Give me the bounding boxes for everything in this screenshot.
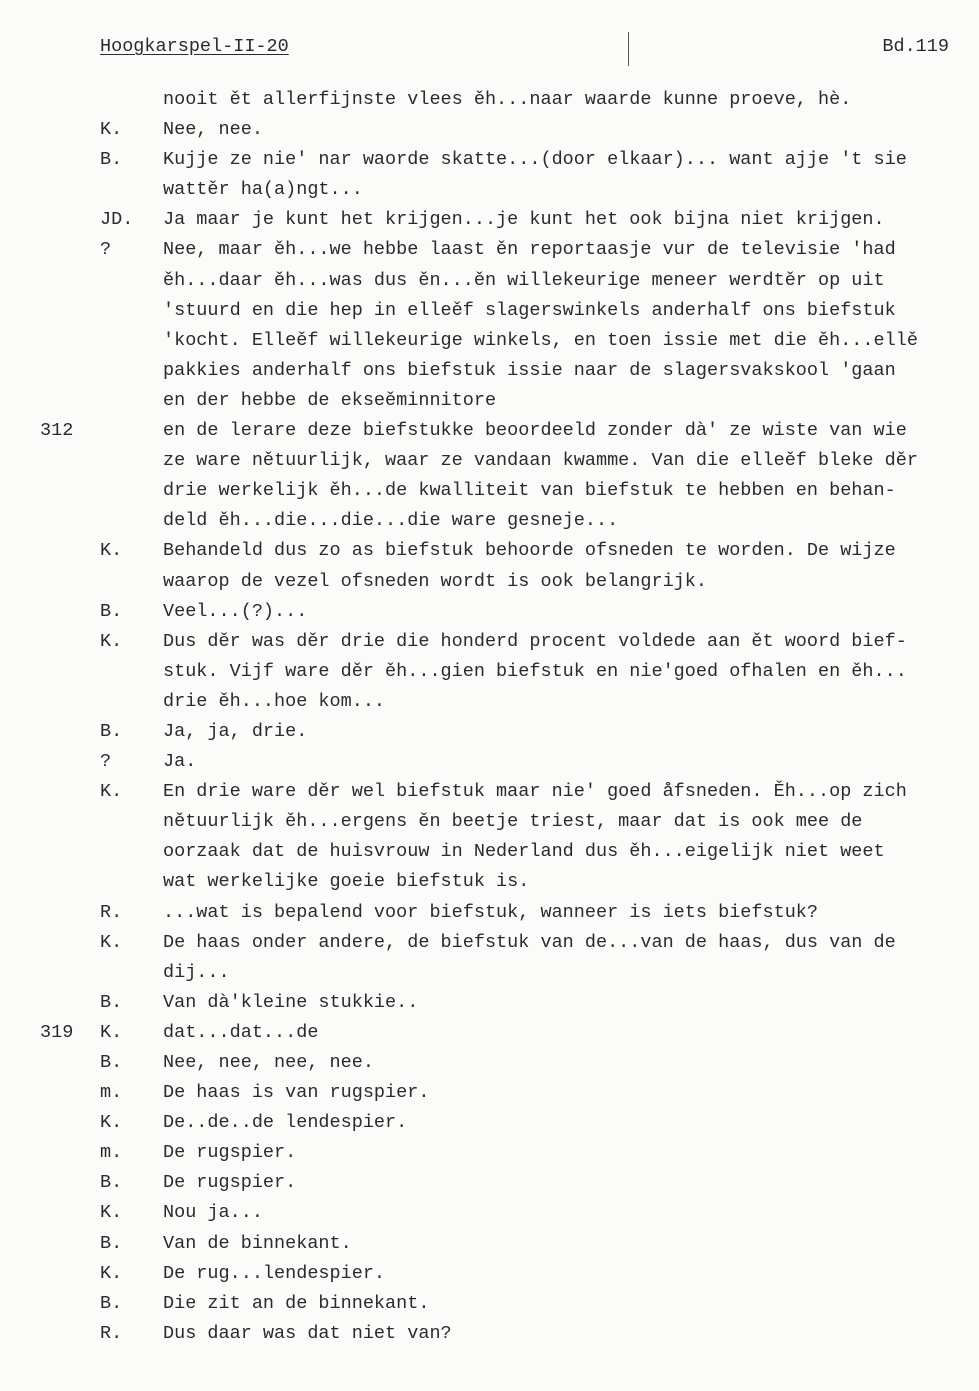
utterance-text: Veel...(?)... [163, 600, 308, 622]
transcript-line [0, 476, 979, 506]
utterance-text: wat werkelijke goeie biefstuk is. [163, 871, 530, 893]
transcript-line [0, 326, 979, 356]
speaker-label: K. [100, 1262, 123, 1284]
transcript-line [0, 1018, 979, 1048]
utterance-text: Ja maar je kunt het krijgen...je kunt het ook bijna niet krijgen. [163, 209, 885, 231]
utterance-text: Nee, nee. [163, 119, 263, 141]
speaker-label: K. [100, 119, 123, 141]
transcript-line [0, 446, 979, 476]
utterance-text: dat...dat...de [163, 1021, 319, 1043]
document-title: Hoogkarspel-II-20 [100, 36, 289, 57]
speaker-label: ? [100, 751, 112, 773]
utterance-text: 'stuurd en die hep in elleěf slagerswinkels anderhalf ons biefstuk [163, 299, 896, 321]
speaker-label: K. [100, 1202, 123, 1224]
speaker-label: B. [100, 991, 123, 1013]
transcript-line [0, 627, 979, 657]
margin-line-number: 312 [40, 420, 74, 442]
transcript-line [0, 1198, 979, 1228]
transcript-line [0, 115, 979, 145]
transcript-line [0, 747, 979, 777]
speaker-label: K. [100, 540, 123, 562]
speaker-label: K. [100, 781, 123, 803]
margin-line-number: 319 [40, 1021, 74, 1043]
transcript-line [0, 536, 979, 566]
utterance-text: Dus daar was dat niet van? [163, 1322, 452, 1344]
speaker-label: R. [100, 901, 123, 923]
transcript-line [0, 1289, 979, 1319]
utterance-text: ...wat is bepalend voor biefstuk, wanneer is iets biefstuk? [163, 901, 819, 923]
utterance-text: stuk. Vijf ware děr ěh...gien biefstuk en nie'goed ofhalen en ěh... [163, 660, 907, 682]
utterance-text: waarop de vezel ofsneden wordt is ook belangrijk. [163, 570, 707, 592]
transcript-line [0, 1078, 979, 1108]
utterance-text: 'kocht. Elleěf willekeurige winkels, en toen issie met die ěh...ellě [163, 329, 918, 351]
transcript-line [0, 717, 979, 747]
utterance-text: drie werkelijk ěh...de kwalliteit van biefstuk te hebben en behan- [163, 480, 896, 502]
speaker-label: B. [100, 1052, 123, 1073]
utterance-text: ěh...daar ěh...was dus ěn...ěn willekeurige meneer werdtěr op uit [163, 269, 885, 291]
transcript-line [0, 1048, 979, 1078]
transcript-line [0, 807, 979, 837]
transcript-line [0, 928, 979, 958]
speaker-label: m. [100, 1082, 123, 1104]
utterance-text: Kujje ze nie' nar waorde skatte...(door elkaar)... want ajje 't sie [163, 149, 907, 171]
transcript-line [0, 898, 979, 928]
utterance-text: oorzaak dat de huisvrouw in Nederland dus ěh...eigelijk niet weet [163, 841, 885, 863]
transcript-line [0, 175, 979, 205]
speaker-label: B. [100, 1232, 123, 1254]
speaker-label: R. [100, 1322, 123, 1344]
utterance-text: De rug...lendespier. [163, 1262, 386, 1284]
utterance-text: en de lerare deze biefstukke beoordeeld zonder dà' ze wiste van wie [163, 420, 907, 442]
transcript-line [0, 235, 979, 265]
transcript-line [0, 867, 979, 897]
transcript-line [0, 416, 979, 446]
transcript [0, 85, 979, 1349]
utterance-text: Nee, nee, nee, nee. [163, 1052, 374, 1073]
utterance-text: dij... [163, 961, 230, 983]
utterance-text: Van dà'kleine stukkie.. [163, 991, 419, 1013]
page-header [100, 36, 949, 62]
utterance-text: De rugspier. [163, 1142, 297, 1164]
utterance-text: nětuurlijk ěh...ergens ěn beetje triest, maar dat is ook mee de [163, 811, 863, 833]
speaker-label: B. [100, 720, 123, 742]
transcript-line [0, 1259, 979, 1289]
utterance-text: Nou ja... [163, 1202, 263, 1224]
transcript-line [0, 657, 979, 687]
transcript-line [0, 506, 979, 536]
transcript-line [0, 567, 979, 597]
speaker-label: JD. [100, 209, 134, 231]
utterance-text: deld ěh...die...die...die ware gesneje... [163, 510, 619, 532]
transcript-line [0, 296, 979, 326]
page-number: Bd.119 [882, 36, 949, 57]
utterance-text: ze ware nětuurlijk, waar ze vandaan kwamme. Van die elleěf bleke děr [163, 450, 918, 472]
transcript-line [0, 777, 979, 807]
utterance-text: De rugspier. [163, 1172, 297, 1194]
utterance-text: drie ěh...hoe kom... [163, 690, 386, 712]
transcript-line [0, 386, 979, 416]
transcript-line [0, 1229, 979, 1259]
utterance-text: wattěr ha(a)ngt... [163, 179, 363, 201]
transcript-line [0, 205, 979, 235]
transcript-line [0, 1108, 979, 1138]
utterance-text: De..de..de lendespier. [163, 1112, 408, 1134]
transcript-line [0, 837, 979, 867]
utterance-text: nooit ět allerfijnste vlees ěh...naar waarde kunne proeve, hè. [163, 89, 852, 110]
transcript-line [0, 266, 979, 296]
utterance-text: Ja, ja, drie. [163, 720, 308, 742]
utterance-text: pakkies anderhalf ons biefstuk issie naar de slagersvakskool 'gaan [163, 359, 896, 381]
transcript-line [0, 1168, 979, 1198]
transcript-line [0, 988, 979, 1018]
utterance-text: Van de binnekant. [163, 1232, 352, 1254]
utterance-text: en der hebbe de ekseěminnitore [163, 389, 497, 411]
speaker-label: B. [100, 600, 123, 622]
utterance-text: Nee, maar ěh...we hebbe laast ěn reportaasje vur de televisie 'had [163, 239, 896, 261]
utterance-text: Ja. [163, 751, 197, 773]
utterance-text: Dus děr was děr drie die honderd procent voldede aan ět woord bief- [163, 630, 907, 652]
speaker-label: K. [100, 1112, 123, 1134]
speaker-label: K. [100, 931, 123, 953]
speaker-label: B. [100, 1172, 123, 1194]
utterance-text: De haas onder andere, de biefstuk van de...van de haas, dus van de [163, 931, 896, 953]
transcript-line [0, 597, 979, 627]
header-divider [628, 32, 629, 66]
speaker-label: K. [100, 630, 123, 652]
utterance-text: Behandeld dus zo as biefstuk behoorde ofsneden te worden. De wijze [163, 540, 896, 562]
utterance-text: Die zit an de binnekant. [163, 1292, 430, 1314]
transcript-line [0, 958, 979, 988]
speaker-label: K. [100, 1021, 123, 1043]
transcript-line [0, 145, 979, 175]
speaker-label: B. [100, 1292, 123, 1314]
transcript-line [0, 1319, 979, 1349]
speaker-label: m. [100, 1142, 123, 1164]
transcript-line [0, 1138, 979, 1168]
utterance-text: En drie ware děr wel biefstuk maar nie' goed åfsneden. Ěh...op zich [163, 781, 907, 803]
utterance-text: De haas is van rugspier. [163, 1082, 430, 1104]
transcript-line [0, 356, 979, 386]
speaker-label: B. [100, 149, 123, 171]
transcript-line [0, 85, 979, 115]
speaker-label: ? [100, 239, 112, 261]
transcript-line [0, 687, 979, 717]
